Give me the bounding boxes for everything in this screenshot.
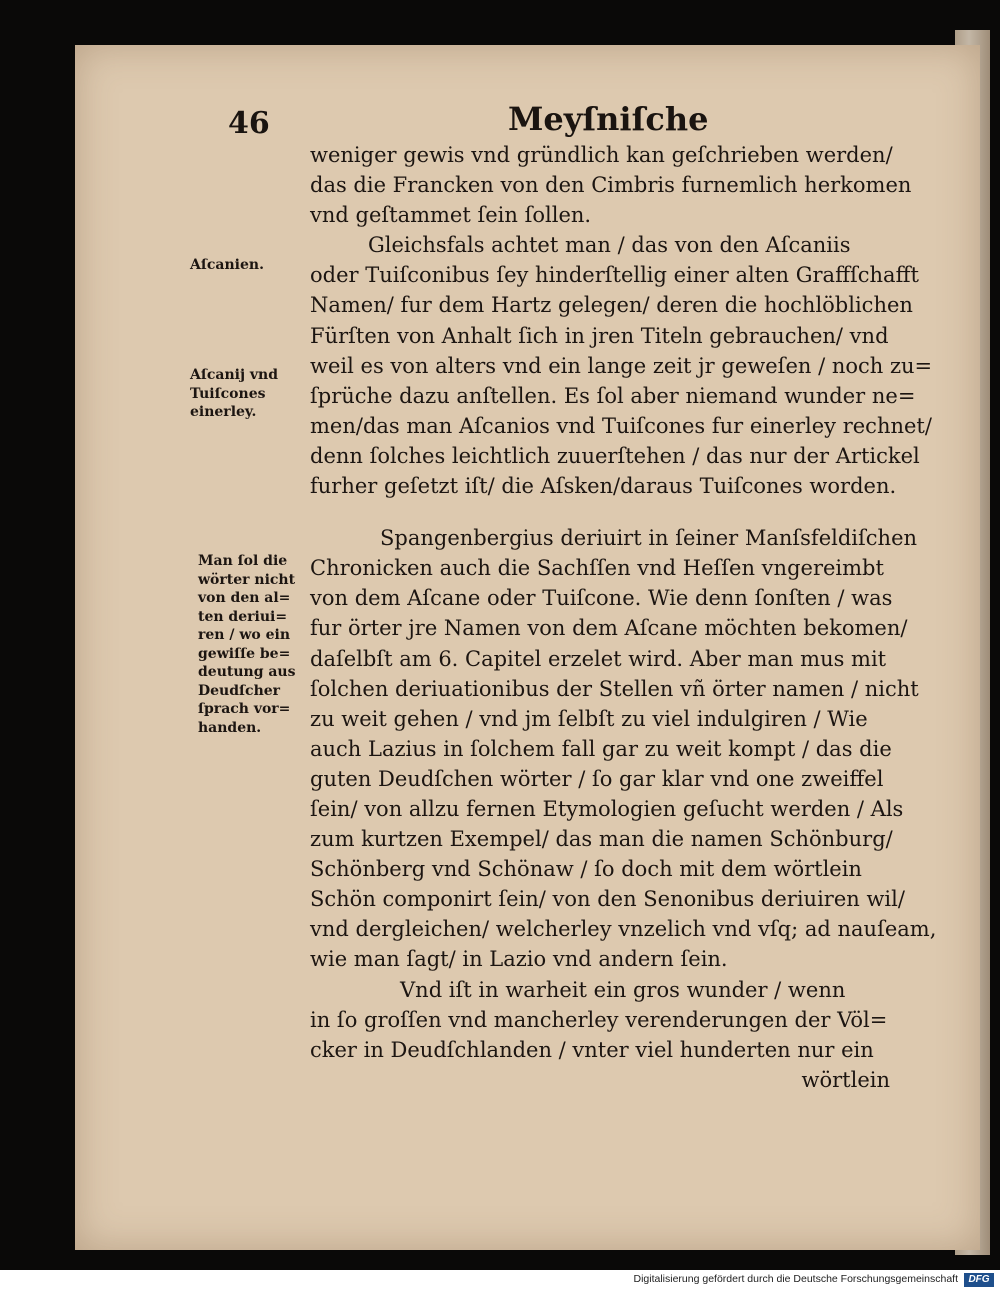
main-text-block	[310, 140, 937, 1095]
text-line: Namen/ fur dem Hartz gelegen/ deren die hochlöblichen	[310, 293, 913, 318]
text-line: Schönberg vnd Schönaw / ſo doch mit dem wörtlein	[310, 857, 862, 882]
text-line: cker in Deudſchlanden / vnter viel hunderten nur ein	[310, 1037, 874, 1062]
margin-note-line: Deudſcher	[198, 682, 281, 699]
text-line: Vnd iſt in warheit ein gros wunder / wenn	[400, 977, 846, 1002]
text-line: weil es von alters vnd ein lange zeit jr geweſen / noch zu=	[310, 353, 933, 378]
text-line: vnd dergleichen/ welcherley vnzelich vnd vſq; ad nauſeam,	[310, 917, 937, 942]
text-line: men/das man Aſcanios vnd Tuiſcones fur einerley rechnet/	[310, 413, 932, 438]
text-line: ſprüche dazu anſtellen. Es ſol aber niemand wunder ne=	[310, 383, 916, 408]
text-line: denn ſolches leichtlich zuuerſtehen / das nur der Artickel	[310, 443, 920, 468]
text-line: wie man ſagt/ in Lazio vnd andern ſein.	[310, 947, 728, 972]
margin-note-line: wörter nicht	[198, 571, 296, 588]
paragraph-gap	[310, 501, 890, 523]
text-line: weniger gewis vnd gründlich kan geſchrieben werden/	[310, 143, 893, 167]
text-line: zum kurtzen Exempel/ das man die namen Schönburg/	[310, 827, 893, 852]
margin-note-deriuiren	[198, 552, 296, 737]
text-line: zu weit gehen / vnd jm ſelbſt zu viel indulgiren / Wie	[310, 706, 868, 731]
text-line: Spangenbergius deriuirt in ſeiner Manſsfeldiſchen	[380, 526, 918, 551]
margin-note-line: Aſcanien.	[190, 257, 264, 273]
text-line: daſelbſt am 6. Capitel erzelet wird. Aber man mus mit	[310, 646, 887, 671]
text-line: ſolchen deriuationibus der Stellen vñ örter namen / nicht	[310, 676, 919, 701]
margin-note-line: ſprach vor=	[198, 701, 291, 717]
margin-note-line: Man ſol die	[198, 553, 288, 569]
text-line: von dem Aſcane oder Tuiſcone. Wie denn ſonſten / was	[310, 586, 893, 611]
margin-note-line: handen.	[198, 719, 262, 736]
margin-note-line: ren / wo ein	[198, 627, 290, 643]
margin-note-line: gewiſſe be=	[198, 645, 291, 662]
running-title: Meyſniſche	[508, 100, 709, 138]
page-number: 46	[228, 106, 270, 141]
text-line: oder Tuiſconibus ſey hinderſtellig einer alten Graffſchafft	[310, 263, 919, 288]
margin-note-einerley	[190, 366, 278, 422]
margin-note-line: deutung aus	[198, 664, 296, 680]
text-line: fur örter jre Namen von dem Aſcane möchten bekomen/	[310, 616, 908, 641]
text-line: in ſo groſſen vnd mancherley verenderungen der Völ=	[310, 1007, 888, 1032]
text-line: Schön componirt ſein/ von den Senonibus deriuiren wil/	[310, 887, 905, 912]
text-line: furher geſetzt iſt/ die Aſsken/daraus Tuiſcones worden.	[310, 474, 897, 499]
footer-bar	[0, 1270, 1000, 1290]
margin-note-line: einerley.	[190, 404, 257, 420]
text-line: Fürſten von Anhalt ſich in jren Titeln gebrauchen/ vnd	[310, 323, 889, 348]
catchword: wörtlein	[801, 1067, 890, 1092]
margin-note-ascanien	[190, 256, 264, 275]
margin-note-line: Tuiſcones	[190, 385, 266, 402]
funding-credit: Digitalisierung gefördert durch die Deutsche Forschungsgemeinschaft	[633, 1273, 958, 1285]
text-line: Gleichsfals achtet man / das von den Aſcaniis	[368, 233, 851, 258]
margin-note-line: Aſcanij vnd	[190, 367, 279, 383]
text-line: ſein/ von allzu fernen Etymologien geſucht werden / Als	[310, 796, 904, 821]
margin-note-line: ten deriui=	[198, 608, 288, 625]
text-line: das die Francken von den Cimbris furnemlich herkomen	[310, 173, 912, 198]
margin-note-line: von den al=	[198, 590, 291, 606]
text-line: auch Lazius in ſolchem fall gar zu weit kompt / das die	[310, 736, 892, 761]
dfg-logo-icon: DFG	[964, 1273, 994, 1287]
text-line: guten Deudſchen wörter / ſo gar klar vnd one zweiffel	[310, 766, 884, 791]
text-line: vnd geſtammet ſein ſollen.	[310, 203, 592, 228]
text-line: Chronicken auch die Sachſſen vnd Heſſen vngereimbt	[310, 556, 884, 581]
